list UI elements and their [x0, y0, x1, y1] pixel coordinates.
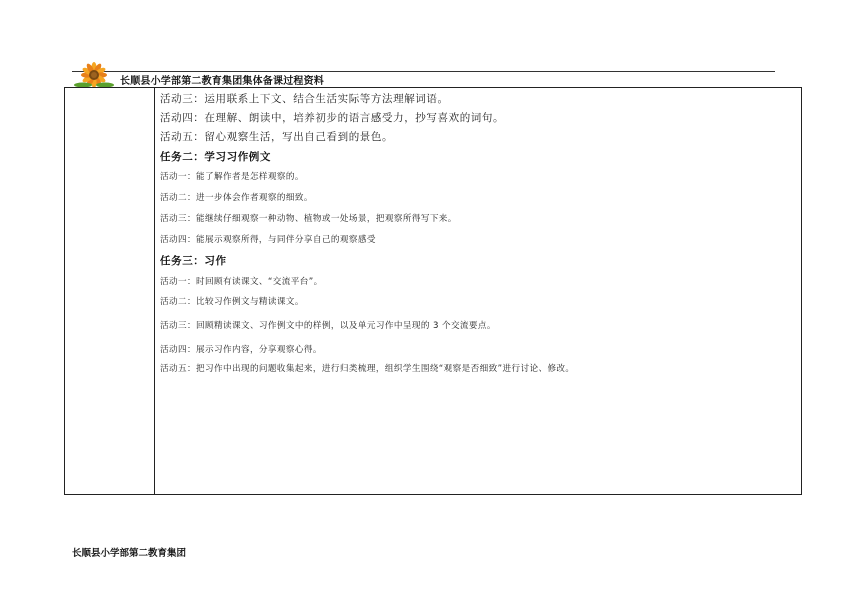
activity-line: 活动三：运用联系上下文、结合生活实际等方法理解词语。 [160, 93, 449, 105]
activity-line: 活动四：展示习作内容，分享观察心得。 [160, 345, 322, 355]
task-heading: 任务三：习作 [160, 255, 227, 267]
activity-line: 活动五：留心观察生活，写出自己看到的景色。 [160, 131, 394, 143]
task-heading: 任务二：学习习作例文 [160, 151, 271, 163]
activity-line: 活动二：比较习作例文与精读课文。 [160, 297, 304, 307]
activity-line: 活动四：在理解、朗读中，培养初步的语言感受力，抄写喜欢的词句。 [160, 112, 505, 124]
activity-line: 活动二：进一步体会作者观察的细致。 [160, 193, 313, 203]
footer-text: 长顺县小学部第二教育集团 [72, 548, 187, 559]
activity-line: 活动四：能展示观察所得，与同伴分享自己的观察感受 [160, 235, 376, 245]
activity-line: 活动三：能继续仔细观察一种动物、植物或一处场景，把观察所得写下来。 [160, 214, 457, 224]
activity-line: 活动三：回顾精读课文、习作例文中的样例，以及单元习作中呈现的 3 个交流要点。 [160, 321, 496, 331]
activity-line: 活动一：时回顾有读课文、“交流平台”。 [160, 277, 323, 287]
sunflower-logo [73, 61, 115, 89]
activity-line: 活动五：把习作中出现的问题收集起来，进行归类梳理，组织学生围绕“观察是否细致”进行讨论、修改。 [160, 364, 575, 374]
table-left-column [65, 88, 155, 494]
header-title: 长顺县小学部第二教育集团集体备课过程资料 [120, 76, 324, 87]
activity-line: 活动一：能了解作者是怎样观察的。 [160, 172, 304, 182]
